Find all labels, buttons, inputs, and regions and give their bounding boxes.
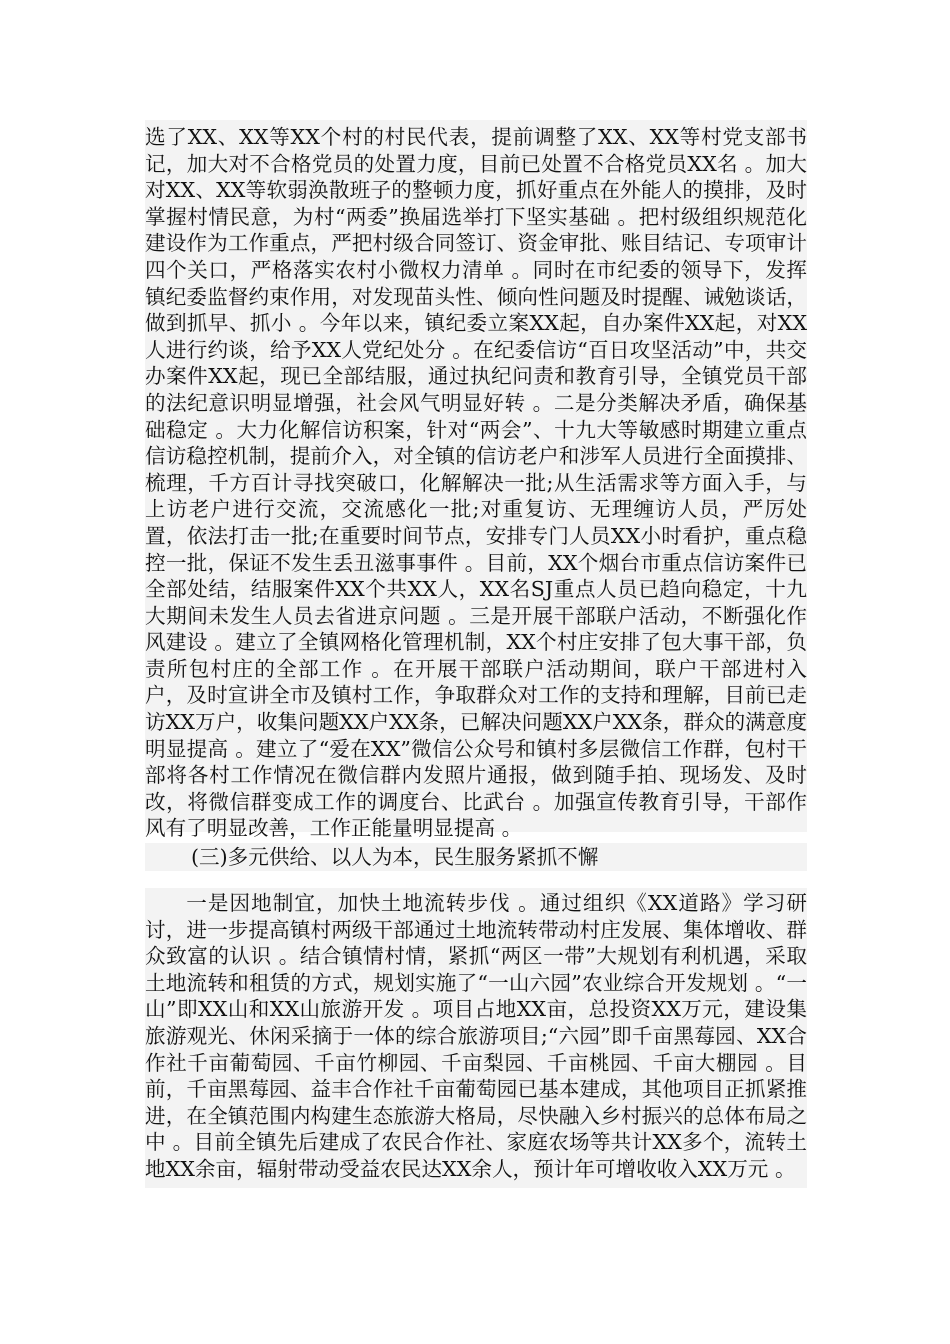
paragraph-1: 选了XX、XX等XX个村的村民代表，提前调整了XX、XX等村党支部书记，加大对不合格党员的处置力度，目前已处置不合格党员XX名 。加大对XX、XX等软弱涣散班子的整顿力度，抓好重点在外能人的摸排，及时掌握村情民意，为村“两委”换届选举打下坚实基础 。把村级组织规范化建设作为工作重点，严把村级合同签订、资金审批、账目结记、专项审计四个关口，严格落实农村小微权力清单 。同时在市纪委的领导下，发挥镇纪委监督约束作用，对发现苗头性、倾向性问题及时提醒、诫勉谈话，做到抓早、抓小 。今年以来，镇纪委立案XX起，自办案件XX起，对XX人进行约谈，给予XX人党纪处分 。在纪委信访“百日攻坚活动”中，共交办案件XX起，现已全部结服，通过执纪问责和教育引导，全镇党员干部的法纪意识明显增强，社会风气明显好转 。二是分类解决矛盾，确保基础稳定 。大力化解信访积案，针对“两会”、十九大等敏感时期建立重点信访稳控机制，提前介入，对全镇的信访老户和涉军人员进行全面摸排、梳理，千方百计寻找突破口，化解解决一批;从生活需求等方面入手，与上访老户进行交流，交流感化一批;对重复访、无理缠访人员，严厉处置，依法打击一批;在重要时间节点，安排专门人员XX小时看护，重点稳控一批，保证不发生丢丑滋事事件 。目前，XX个烟台市重点信访案件已全部处结，结服案件XX个共XX人，XX名SJ重点人员已趋向稳定，十九大期间未发生人员去省进京问题 。三是开展干部联户活动，不断强化作风建设 。建立了全镇网格化管理机制，XX个村庄安排了包大事干部，负责所包村庄的全部工作 。在开展干部联户活动期间，联户干部进村入户，及时宣讲全市及镇村工作，争取群众对工作的支持和理解，目前已走访XX万户，收集问题XX户XX条，已解决问题XX户XX条，群众的满意度明显提高 。建立了“爱在XX”微信公众号和镇村多层微信工作群，包村干部将各村工作情况在微信群内发照片通报，做到随手拍、现场发、及时改，将微信群变成工作的调度台、比武台 。加强宣传教育引导，干部作风有了明显改善，工作正能量明显提高 。 (145, 125, 807, 841)
body-text-block-1 (145, 120, 807, 841)
section-heading: (三)多元供给、以人为本，民生服务紧抓不懈 (145, 843, 807, 871)
body-text-block-2 (145, 888, 807, 1188)
paragraph-2: 一是因地制宜，加快土地流转步伐 。通过组织《XX道路》学习研讨，进一步提高镇村两级干部通过土地流转带动村庄发展、集体增收、群众致富的认识 。结合镇情村情，紧抓“两区一带”大规划有利机遇，采取土地流转和租赁的方式，规划实施了“一山六园”农业综合开发规划 。“一山”即XX山和XX山旅游开发 。项目占地XX亩，总投资XX万元，建设集旅游观光、休闲采摘于一体的综合旅游项目;“六园”即千亩黑莓园、XX合作社千亩葡萄园、千亩竹柳园、千亩梨园、千亩桃园、千亩大棚园 。目前，千亩黑莓园、益丰合作社千亩葡萄园已基本建成，其他项目正抓紧推进，在全镇范围内构建生态旅游大格局，尽快融入乡村振兴的总体布局之中 。目前全镇先后建成了农民合作社、家庭农场等共计XX多个，流转土地XX余亩，辐射带动受益农民达XX余人，预计年可增收收入XX万元 。 (145, 891, 807, 1181)
